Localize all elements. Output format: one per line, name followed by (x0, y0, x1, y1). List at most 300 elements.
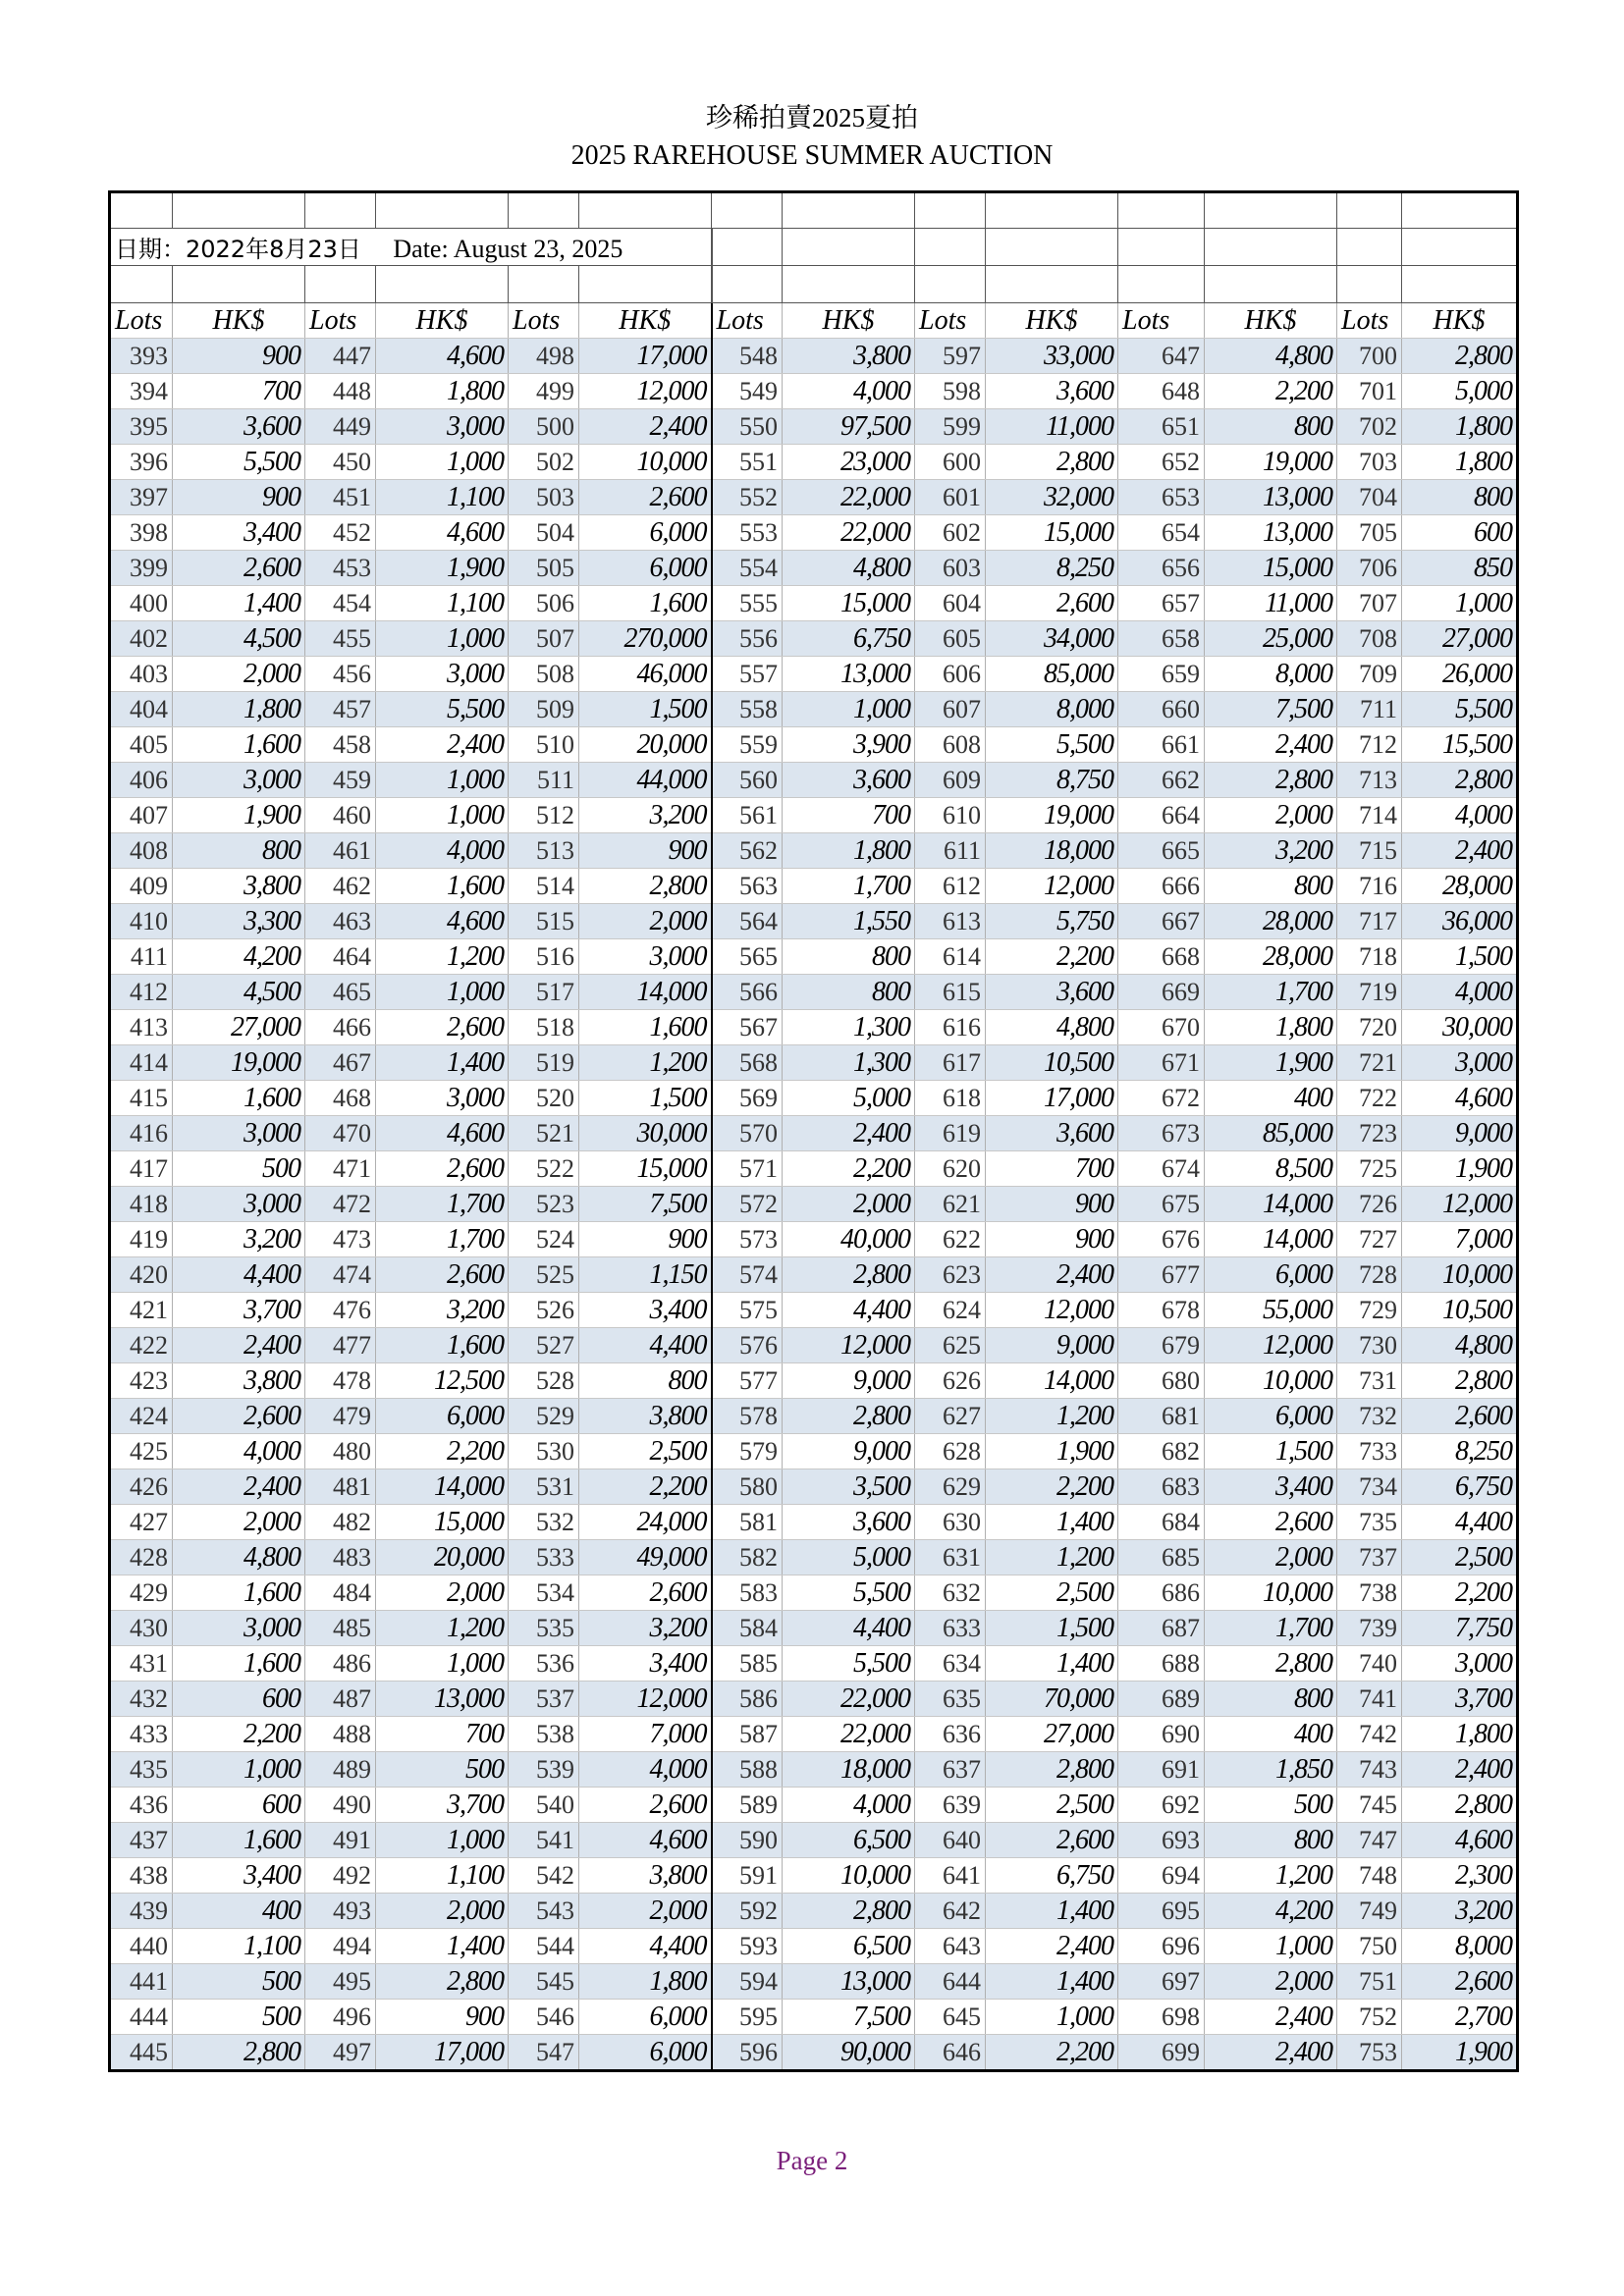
hammer-price: 25,000 (1205, 621, 1337, 657)
lot-number: 648 (1118, 374, 1205, 409)
hammer-price: 1,600 (376, 1328, 509, 1363)
table-row (110, 1116, 1518, 1151)
table-row (110, 1222, 1518, 1257)
hammer-price: 600 (173, 1682, 305, 1717)
date-english: Date: August 23, 2025 (393, 235, 623, 263)
lot-number: 626 (915, 1363, 986, 1399)
lot-number: 552 (712, 480, 783, 515)
hammer-price: 4,000 (173, 1434, 305, 1469)
lot-number: 566 (712, 975, 783, 1010)
hammer-price: 1,600 (173, 1646, 305, 1682)
hammer-price: 1,100 (376, 480, 509, 515)
hammer-price: 10,000 (1205, 1575, 1337, 1611)
hammer-price: 2,400 (1205, 2000, 1337, 2035)
table-row (110, 763, 1518, 798)
hammer-price: 2,800 (986, 445, 1118, 480)
hammer-price: 1,000 (1402, 586, 1518, 621)
lot-number: 504 (509, 515, 579, 551)
hammer-price: 2,200 (1402, 1575, 1518, 1611)
hammer-price: 500 (173, 2000, 305, 2035)
hammer-price: 11,000 (1205, 586, 1337, 621)
hammer-price: 2,600 (376, 1010, 509, 1045)
lot-number: 712 (1337, 727, 1402, 763)
lot-number: 652 (1118, 445, 1205, 480)
hammer-price: 1,900 (986, 1434, 1118, 1469)
hammer-price: 1,700 (1205, 975, 1337, 1010)
lot-number: 573 (712, 1222, 783, 1257)
lot-number: 564 (712, 904, 783, 939)
hammer-price: 46,000 (579, 657, 712, 692)
hammer-price: 2,600 (1205, 1505, 1337, 1540)
lot-number: 406 (110, 763, 173, 798)
hammer-price: 12,000 (579, 1682, 712, 1717)
lot-number: 558 (712, 692, 783, 727)
hammer-price: 3,000 (173, 1611, 305, 1646)
lot-number: 596 (712, 2035, 783, 2071)
lot-number: 630 (915, 1505, 986, 1540)
hammer-price: 1,200 (579, 1045, 712, 1081)
hammer-price: 14,000 (376, 1469, 509, 1505)
lot-number: 627 (915, 1399, 986, 1434)
hammer-price: 90,000 (783, 2035, 915, 2071)
lot-number: 737 (1337, 1540, 1402, 1575)
lot-number: 671 (1118, 1045, 1205, 1081)
hammer-price: 5,500 (986, 727, 1118, 763)
hammer-price: 8,000 (986, 692, 1118, 727)
lot-number: 451 (305, 480, 376, 515)
lot-number: 496 (305, 2000, 376, 2035)
hammer-price: 1,900 (1205, 1045, 1337, 1081)
lot-number: 696 (1118, 1929, 1205, 1964)
hammer-price: 1,000 (376, 798, 509, 833)
table-row (110, 1717, 1518, 1752)
hammer-price: 2,800 (1402, 1788, 1518, 1823)
lot-number: 739 (1337, 1611, 1402, 1646)
hammer-price: 500 (173, 1151, 305, 1187)
hammer-price: 700 (173, 374, 305, 409)
price-header: HK$ (783, 303, 915, 339)
hammer-price: 4,000 (783, 374, 915, 409)
lot-number: 635 (915, 1682, 986, 1717)
hammer-price: 17,000 (579, 339, 712, 374)
hammer-price: 7,000 (1402, 1222, 1518, 1257)
lot-number: 491 (305, 1823, 376, 1858)
lot-number: 565 (712, 939, 783, 975)
hammer-price: 2,400 (783, 1116, 915, 1151)
lot-number: 505 (509, 551, 579, 586)
lot-number: 435 (110, 1752, 173, 1788)
hammer-price: 3,000 (1402, 1045, 1518, 1081)
lot-number: 697 (1118, 1964, 1205, 2000)
hammer-price: 9,000 (986, 1328, 1118, 1363)
hammer-price: 2,000 (783, 1187, 915, 1222)
hammer-price: 2,500 (579, 1434, 712, 1469)
hammer-price: 2,200 (1205, 374, 1337, 409)
lot-number: 402 (110, 621, 173, 657)
hammer-price: 2,400 (1402, 1752, 1518, 1788)
lot-number: 672 (1118, 1081, 1205, 1116)
lot-number: 667 (1118, 904, 1205, 939)
hammer-price: 3,300 (173, 904, 305, 939)
lot-number: 616 (915, 1010, 986, 1045)
hammer-price: 2,600 (173, 551, 305, 586)
hammer-price: 4,400 (579, 1328, 712, 1363)
table-row (110, 1682, 1518, 1717)
hammer-price: 3,400 (1205, 1469, 1337, 1505)
lot-number: 484 (305, 1575, 376, 1611)
table-row (110, 1540, 1518, 1575)
lot-number: 427 (110, 1505, 173, 1540)
hammer-price: 2,200 (986, 939, 1118, 975)
hammer-price: 7,500 (1205, 692, 1337, 727)
lot-number: 396 (110, 445, 173, 480)
lot-number: 684 (1118, 1505, 1205, 1540)
table-row (110, 1964, 1518, 2000)
lot-number: 590 (712, 1823, 783, 1858)
lot-number: 513 (509, 833, 579, 869)
hammer-price: 3,000 (376, 409, 509, 445)
lot-number: 691 (1118, 1752, 1205, 1788)
hammer-price: 2,800 (783, 1257, 915, 1293)
lot-number: 589 (712, 1788, 783, 1823)
lot-number: 468 (305, 1081, 376, 1116)
lot-number: 654 (1118, 515, 1205, 551)
lot-number: 615 (915, 975, 986, 1010)
hammer-price: 17,000 (376, 2035, 509, 2071)
hammer-price: 4,600 (579, 1823, 712, 1858)
lot-number: 604 (915, 586, 986, 621)
hammer-price: 1,400 (986, 1646, 1118, 1682)
lot-number: 524 (509, 1222, 579, 1257)
lot-number: 466 (305, 1010, 376, 1045)
hammer-price: 2,400 (1205, 2035, 1337, 2071)
hammer-price: 13,000 (783, 1964, 915, 2000)
lot-number: 503 (509, 480, 579, 515)
lot-number: 529 (509, 1399, 579, 1434)
lot-number: 709 (1337, 657, 1402, 692)
table-row (110, 833, 1518, 869)
lot-number: 631 (915, 1540, 986, 1575)
lot-number: 632 (915, 1575, 986, 1611)
hammer-price: 32,000 (986, 480, 1118, 515)
hammer-price: 8,250 (986, 551, 1118, 586)
hammer-price: 1,000 (376, 1823, 509, 1858)
table-row (110, 1858, 1518, 1894)
lot-number: 421 (110, 1293, 173, 1328)
hammer-price: 10,000 (1402, 1257, 1518, 1293)
hammer-price: 15,500 (1402, 727, 1518, 763)
lot-number: 522 (509, 1151, 579, 1187)
lot-number: 478 (305, 1363, 376, 1399)
hammer-price: 1,400 (986, 1894, 1118, 1929)
lot-number: 414 (110, 1045, 173, 1081)
hammer-price: 1,600 (173, 1081, 305, 1116)
lot-number: 687 (1118, 1611, 1205, 1646)
hammer-price: 4,200 (1205, 1894, 1337, 1929)
lot-number: 640 (915, 1823, 986, 1858)
hammer-price: 6,000 (579, 2000, 712, 2035)
lot-number: 535 (509, 1611, 579, 1646)
hammer-price: 30,000 (1402, 1010, 1518, 1045)
hammer-price: 700 (376, 1717, 509, 1752)
hammer-price: 2,700 (1402, 2000, 1518, 2035)
table-row (110, 1611, 1518, 1646)
hammer-price: 5,500 (783, 1575, 915, 1611)
lot-number: 692 (1118, 1788, 1205, 1823)
hammer-price: 2,800 (1402, 339, 1518, 374)
lot-number: 464 (305, 939, 376, 975)
hammer-price: 3,700 (376, 1788, 509, 1823)
hammer-price: 800 (579, 1363, 712, 1399)
lot-number: 706 (1337, 551, 1402, 586)
lot-number: 459 (305, 763, 376, 798)
lot-number: 537 (509, 1682, 579, 1717)
date-row (110, 229, 1518, 266)
hammer-price: 270,000 (579, 621, 712, 657)
hammer-price: 1,000 (986, 2000, 1118, 2035)
hammer-price: 2,500 (986, 1788, 1118, 1823)
hammer-price: 19,000 (986, 798, 1118, 833)
hammer-price: 12,500 (376, 1363, 509, 1399)
hammer-price: 400 (1205, 1717, 1337, 1752)
lot-number: 738 (1337, 1575, 1402, 1611)
lot-number: 393 (110, 339, 173, 374)
lot-number: 465 (305, 975, 376, 1010)
hammer-price: 3,800 (173, 1363, 305, 1399)
hammer-price: 900 (173, 339, 305, 374)
lot-number: 653 (1118, 480, 1205, 515)
lot-number: 742 (1337, 1717, 1402, 1752)
hammer-price: 900 (579, 1222, 712, 1257)
lot-number: 597 (915, 339, 986, 374)
lot-number: 432 (110, 1682, 173, 1717)
lot-number: 699 (1118, 2035, 1205, 2071)
lot-number: 629 (915, 1469, 986, 1505)
lot-number: 636 (915, 1717, 986, 1752)
lot-number: 702 (1337, 409, 1402, 445)
hammer-price: 3,000 (173, 1116, 305, 1151)
hammer-price: 1,800 (173, 692, 305, 727)
lot-number: 419 (110, 1222, 173, 1257)
lot-number: 713 (1337, 763, 1402, 798)
lot-number: 499 (509, 374, 579, 409)
lot-number: 569 (712, 1081, 783, 1116)
table-row (110, 339, 1518, 374)
hammer-price: 5,000 (783, 1081, 915, 1116)
lot-number: 480 (305, 1434, 376, 1469)
hammer-price: 1,800 (579, 1964, 712, 2000)
table-row (110, 409, 1518, 445)
lot-number: 418 (110, 1187, 173, 1222)
lot-number: 532 (509, 1505, 579, 1540)
lot-number: 679 (1118, 1328, 1205, 1363)
lot-number: 647 (1118, 339, 1205, 374)
lot-number: 429 (110, 1575, 173, 1611)
hammer-price: 6,750 (783, 621, 915, 657)
lot-number: 745 (1337, 1788, 1402, 1823)
lot-number: 641 (915, 1858, 986, 1894)
hammer-price: 1,000 (376, 621, 509, 657)
lot-number: 430 (110, 1611, 173, 1646)
hammer-price: 1,700 (376, 1187, 509, 1222)
hammer-price: 800 (1205, 1823, 1337, 1858)
lot-number: 643 (915, 1929, 986, 1964)
lot-number: 461 (305, 833, 376, 869)
hammer-price: 6,750 (986, 1858, 1118, 1894)
lot-number: 407 (110, 798, 173, 833)
hammer-price: 12,000 (1205, 1328, 1337, 1363)
hammer-price: 18,000 (783, 1752, 915, 1788)
lot-number: 548 (712, 339, 783, 374)
lot-number: 472 (305, 1187, 376, 1222)
lot-number: 634 (915, 1646, 986, 1682)
hammer-price: 1,200 (986, 1399, 1118, 1434)
hammer-price: 7,500 (579, 1187, 712, 1222)
lot-number: 730 (1337, 1328, 1402, 1363)
hammer-price: 1,200 (376, 1611, 509, 1646)
lot-number: 700 (1337, 339, 1402, 374)
lot-number: 694 (1118, 1858, 1205, 1894)
hammer-price: 30,000 (579, 1116, 712, 1151)
hammer-price: 7,000 (579, 1717, 712, 1752)
lot-number: 592 (712, 1894, 783, 1929)
hammer-price: 10,000 (1205, 1363, 1337, 1399)
lot-number: 628 (915, 1434, 986, 1469)
hammer-price: 1,100 (376, 1858, 509, 1894)
table-row (110, 1894, 1518, 1929)
lots-header: Lots (110, 303, 173, 339)
lot-number: 527 (509, 1328, 579, 1363)
hammer-price: 2,600 (579, 1575, 712, 1611)
hammer-price: 2,400 (986, 1929, 1118, 1964)
lot-number: 577 (712, 1363, 783, 1399)
hammer-price: 6,000 (579, 2035, 712, 2071)
hammer-price: 3,000 (376, 657, 509, 692)
hammer-price: 2,400 (1402, 833, 1518, 869)
lot-number: 534 (509, 1575, 579, 1611)
lot-number: 510 (509, 727, 579, 763)
hammer-price: 3,200 (376, 1293, 509, 1328)
lot-number: 547 (509, 2035, 579, 2071)
lot-number: 413 (110, 1010, 173, 1045)
hammer-price: 8,750 (986, 763, 1118, 798)
lot-number: 651 (1118, 409, 1205, 445)
lot-number: 689 (1118, 1682, 1205, 1717)
lot-number: 556 (712, 621, 783, 657)
hammer-price: 27,000 (1402, 621, 1518, 657)
lot-number: 585 (712, 1646, 783, 1682)
hammer-price: 800 (173, 833, 305, 869)
hammer-price: 13,000 (1205, 515, 1337, 551)
hammer-price: 10,500 (986, 1045, 1118, 1081)
table-row (110, 515, 1518, 551)
lot-number: 587 (712, 1717, 783, 1752)
lot-number: 559 (712, 727, 783, 763)
column-header-row (110, 303, 1518, 339)
lot-number: 698 (1118, 2000, 1205, 2035)
hammer-price: 9,000 (1402, 1116, 1518, 1151)
lot-number: 412 (110, 975, 173, 1010)
lot-number: 662 (1118, 763, 1205, 798)
table-row (110, 551, 1518, 586)
lot-number: 494 (305, 1929, 376, 1964)
hammer-price: 2,200 (986, 1469, 1118, 1505)
hammer-price: 800 (783, 939, 915, 975)
lot-number: 625 (915, 1328, 986, 1363)
hammer-price: 28,000 (1205, 904, 1337, 939)
hammer-price: 3,200 (1402, 1894, 1518, 1929)
lot-number: 490 (305, 1788, 376, 1823)
hammer-price: 14,000 (1205, 1222, 1337, 1257)
table-row (110, 657, 1518, 692)
table-row (110, 1151, 1518, 1187)
hammer-price: 500 (1205, 1788, 1337, 1823)
lot-number: 528 (509, 1363, 579, 1399)
hammer-price: 4,000 (783, 1788, 915, 1823)
table-row (110, 692, 1518, 727)
lot-number: 441 (110, 1964, 173, 2000)
hammer-price: 3,000 (173, 1187, 305, 1222)
lot-number: 463 (305, 904, 376, 939)
lot-number: 606 (915, 657, 986, 692)
hammer-price: 14,000 (1205, 1187, 1337, 1222)
lot-number: 450 (305, 445, 376, 480)
lot-number: 611 (915, 833, 986, 869)
price-header: HK$ (376, 303, 509, 339)
hammer-price: 1,800 (376, 374, 509, 409)
hammer-price: 1,000 (376, 975, 509, 1010)
hammer-price: 4,500 (173, 975, 305, 1010)
hammer-price: 1,900 (1402, 2035, 1518, 2071)
hammer-price: 1,500 (1402, 939, 1518, 975)
lot-number: 586 (712, 1682, 783, 1717)
lot-number: 518 (509, 1010, 579, 1045)
lot-number: 693 (1118, 1823, 1205, 1858)
lot-number: 452 (305, 515, 376, 551)
table-row (110, 1293, 1518, 1328)
lot-number: 431 (110, 1646, 173, 1682)
hammer-price: 5,750 (986, 904, 1118, 939)
lot-number: 620 (915, 1151, 986, 1187)
lot-number: 726 (1337, 1187, 1402, 1222)
lot-number: 728 (1337, 1257, 1402, 1293)
lot-number: 400 (110, 586, 173, 621)
lot-number: 591 (712, 1858, 783, 1894)
lot-number: 561 (712, 798, 783, 833)
table-row (110, 1328, 1518, 1363)
hammer-price: 800 (1205, 409, 1337, 445)
hammer-price: 5,500 (376, 692, 509, 727)
table-row (110, 1257, 1518, 1293)
lot-number: 732 (1337, 1399, 1402, 1434)
lot-number: 511 (509, 763, 579, 798)
lot-number: 471 (305, 1151, 376, 1187)
lot-number: 542 (509, 1858, 579, 1894)
table-row (110, 1187, 1518, 1222)
hammer-price: 2,800 (376, 1964, 509, 2000)
hammer-price: 2,600 (579, 480, 712, 515)
lot-number: 460 (305, 798, 376, 833)
lot-number: 433 (110, 1717, 173, 1752)
lot-number: 624 (915, 1293, 986, 1328)
lot-number: 727 (1337, 1222, 1402, 1257)
table-row (110, 939, 1518, 975)
hammer-price: 1,700 (376, 1222, 509, 1257)
lot-number: 674 (1118, 1151, 1205, 1187)
lot-number: 523 (509, 1187, 579, 1222)
lot-number: 613 (915, 904, 986, 939)
lot-number: 395 (110, 409, 173, 445)
